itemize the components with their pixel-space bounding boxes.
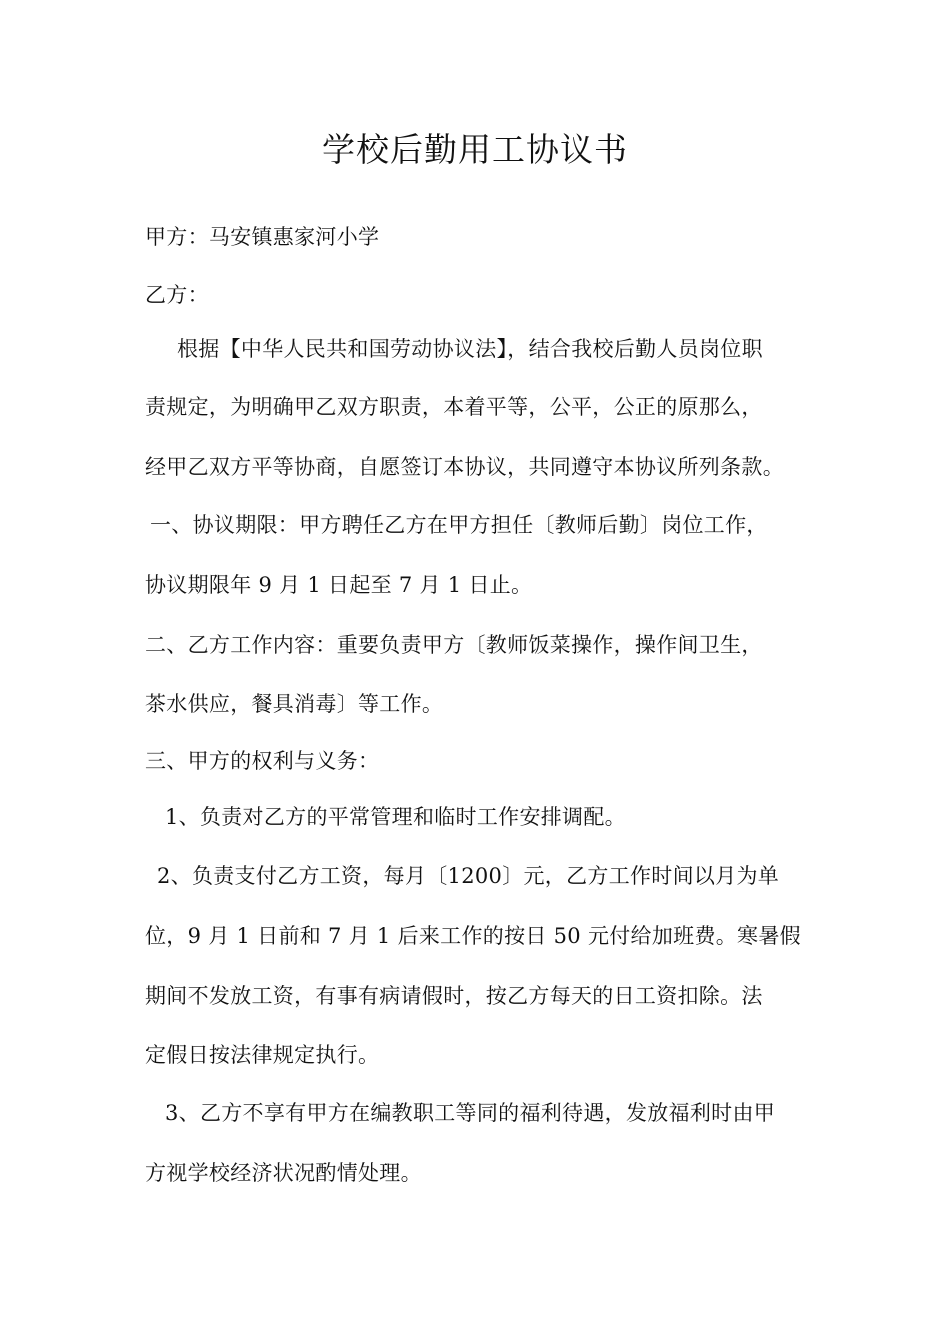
document-title: 学校后勤用工协议书 xyxy=(322,130,628,169)
clause-3-item-2-line-2: 位，9 月 1 日前和 7 月 1 后来工作的按日 50 元付给加班费。寒暑假 xyxy=(145,924,801,948)
preamble-line-1: 根据【中华人民共和国劳动协议法】，结合我校后勤人员岗位职 xyxy=(177,337,763,361)
party-b-line: 乙方： xyxy=(145,283,209,307)
clause-3-item-3-line-1: 3、乙方不享有甲方在编教职工等同的福利待遇，发放福利时由甲 xyxy=(165,1101,776,1125)
clause-3-heading: 三、甲方的权利与义务： xyxy=(145,749,380,773)
preamble-line-2: 责规定，为明确甲乙双方职责，本着平等，公平，公正的原那么， xyxy=(145,395,763,419)
clause-1-line-2: 协议期限年 9 月 1 日起至 7 月 1 日止。 xyxy=(145,573,533,597)
clause-2-line-1: 二、乙方工作内容：重要负责甲方〔教师饭菜操作，操作间卫生， xyxy=(145,633,763,657)
clause-2-line-2: 茶水供应，餐具消毒〕等工作。 xyxy=(145,692,444,716)
preamble-line-3: 经甲乙双方平等协商，自愿签订本协议，共同遵守本协议所列条款。 xyxy=(145,455,784,479)
clause-3-item-1: 1、负责对乙方的平常管理和临时工作安排调配。 xyxy=(165,805,626,829)
clause-3-item-3-line-2: 方视学校经济状况酌情处理。 xyxy=(145,1161,422,1185)
clause-3-item-2-line-1: 2、负责支付乙方工资，每月〔1200〕元，乙方工作时间以月为单 xyxy=(157,864,780,888)
clause-3-item-2-line-3: 期间不发放工资，有事有病请假时，按乙方每天的日工资扣除。法 xyxy=(145,984,763,1008)
clause-1-line-1: 一、协议期限：甲方聘任乙方在甲方担任〔教师后勤〕岗位工作， xyxy=(150,513,768,537)
party-a-line: 甲方：马安镇惠家河小学 xyxy=(145,225,380,249)
clause-3-item-2-line-4: 定假日按法律规定执行。 xyxy=(145,1043,380,1067)
